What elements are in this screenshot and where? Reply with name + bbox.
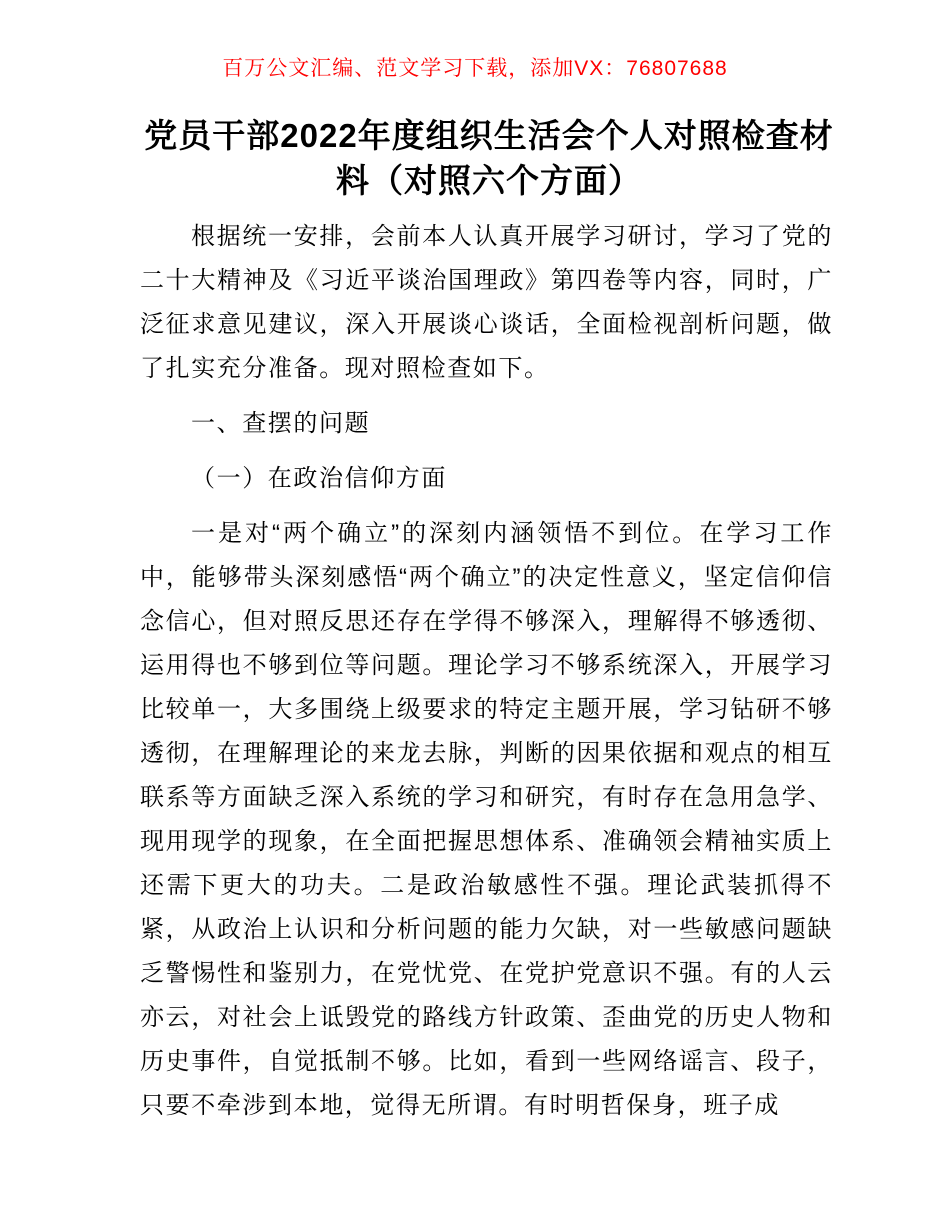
heading-subsection-political-belief: （一）在政治信仰方面 <box>191 465 447 492</box>
promo-text: 百万公文汇编、范文学习下载，添加VX：76807688 <box>222 57 728 80</box>
document-title: 党员干部2022年度组织生活会个人对照检查材料（对照六个方面） <box>144 117 834 199</box>
document-body <box>140 215 833 1128</box>
promo-banner <box>0 0 950 81</box>
heading-section-problems: 一、查摆的问题 <box>191 410 371 437</box>
paragraph-intro: 根据统一安排，会前本人认真开展学习研讨，学习了党的二十大精神及《习近平谈治国理政》第四卷等内容，同时，广泛征求意见建议，深入开展谈心谈话，全面检视剖析问题，做了扎实充分准备。现对照检查如下。 <box>140 223 833 382</box>
paragraph-political-belief-body: 一是对“两个确立”的深刻内涵领悟不到位。在学习工作中，能够带头深刻感悟“两个确立”的决定性意义，坚定信仰信念信心，但对照反思还存在学得不够深入，理解得不够透彻、运用得也不够到位等问题。理论学习不够系统深入，开展学习比较单一，大多围绕上级要求的特定主题开展，学习钻研不够透彻，在理解理论的来龙去脉，判断的因果依据和观点的相互联系等方面缺乏深入系统的学习和研究，有时存在急用急学、现用现学的现象，在全面把握思想体系、准确领会精袖实质上还需下更大的功夫。二是政治敏感性不强。理论武装抓得不紧，从政治上认识和分析问题的能力欠缺，对一些敏感问题缺乏警惕性和鉴别力，在党忧党、在党护党意识不强。有的人云亦云，对社会上诋毁党的路线方针政策、歪曲党的历史人物和历史事件，自觉抵制不够。比如，看到一些网络谣言、段子，只要不牵涉到本地，觉得无所谓。有时明哲保身，班子成 <box>140 520 833 1119</box>
